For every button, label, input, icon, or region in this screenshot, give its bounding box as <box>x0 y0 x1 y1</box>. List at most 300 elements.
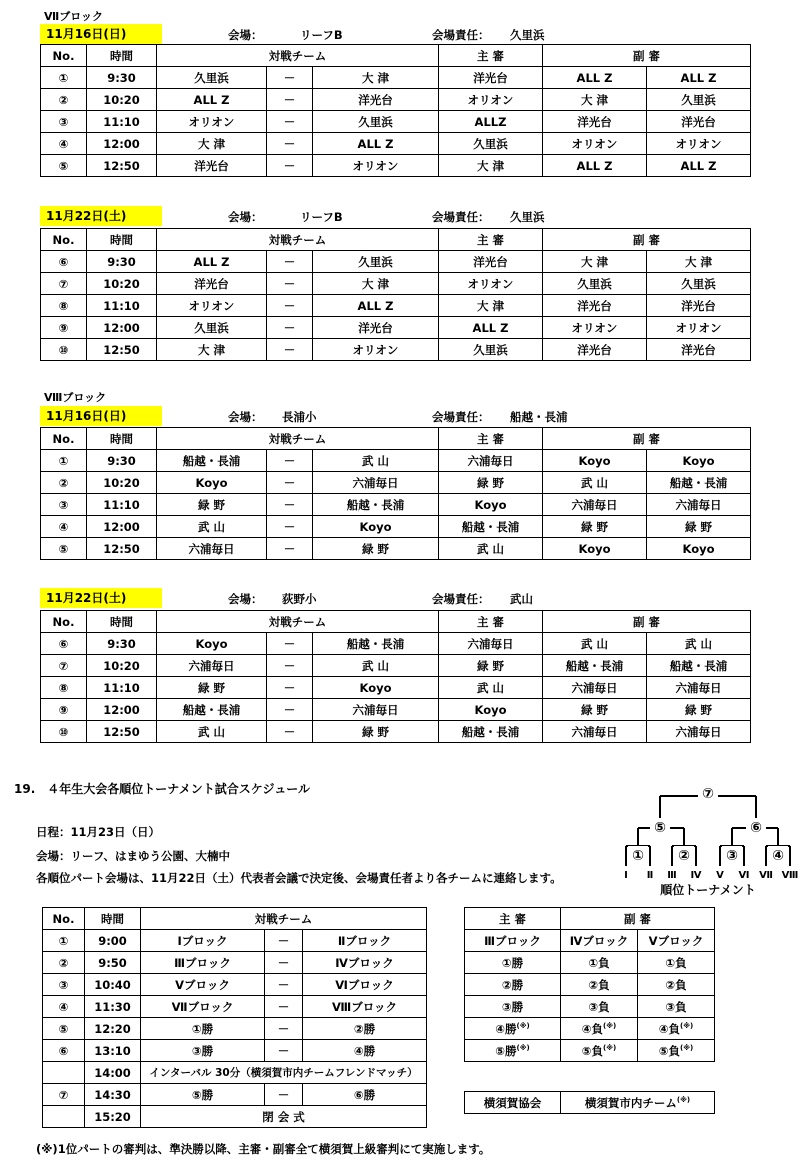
header-time: 時間 <box>87 611 157 633</box>
match-time: 13:10 <box>85 1040 141 1062</box>
table-row <box>43 952 427 974</box>
match-time: 12:00 <box>87 516 157 538</box>
team-b: 緑 野 <box>313 721 439 743</box>
team-b: 久里浜 <box>313 111 439 133</box>
note-line: 各順位パート会場は、11月22日（土）代表者会議で決定後、会場責任者より各チームに連絡します。 <box>36 871 562 885</box>
match-time: 12:20 <box>85 1018 141 1040</box>
sub-referee-2: 緑 野 <box>647 699 751 721</box>
referee: 緑 野 <box>439 655 543 677</box>
match-no: ② <box>43 952 85 974</box>
venue-responsible-value: 久里浜 <box>510 28 545 42</box>
table-row <box>41 339 751 361</box>
sub-referee-value: ④負 <box>581 1021 604 1036</box>
bracket-leaf: Ⅶ <box>759 870 773 881</box>
team-a: 洋光台 <box>157 155 267 177</box>
versus-dash: － <box>265 1018 303 1040</box>
table-row <box>41 494 751 516</box>
footnote-mark: (※) <box>676 1095 691 1104</box>
match-no: ⑤ <box>41 155 87 177</box>
bracket-semi: ⑤ <box>654 820 666 836</box>
versus-dash: － <box>267 450 313 472</box>
date-highlight: 11月16日(日) <box>40 406 162 426</box>
versus-dash: － <box>267 699 313 721</box>
match-no: ⑩ <box>41 339 87 361</box>
header-teams: 対戦チーム <box>157 611 439 633</box>
team-a: Ⅶブロック <box>141 996 265 1018</box>
match-time: 12:50 <box>87 538 157 560</box>
block-label: Ⅷブロック <box>44 391 107 404</box>
interval-text: インターバル 30分（横須賀市内チームフレンドマッチ） <box>141 1062 427 1084</box>
sub-referee-1: Koyo <box>543 538 647 560</box>
table-row <box>43 930 427 952</box>
team-a: ③勝 <box>141 1040 265 1062</box>
referee: Koyo <box>439 494 543 516</box>
versus-dash: － <box>265 996 303 1018</box>
venue-value: 長浦小 <box>282 410 317 424</box>
match-time: 10:20 <box>87 472 157 494</box>
versus-dash: － <box>267 721 313 743</box>
team-a: 緑 野 <box>157 677 267 699</box>
sub-referee-1: 船越・長浦 <box>543 655 647 677</box>
team-b: 六浦毎日 <box>313 699 439 721</box>
table-row <box>41 251 751 273</box>
sub-referee-2: 六浦毎日 <box>647 721 751 743</box>
closing-time: 15:20 <box>85 1106 141 1128</box>
referee: 洋光台 <box>439 67 543 89</box>
team-a: 六浦毎日 <box>157 655 267 677</box>
interval-row <box>43 1062 427 1084</box>
bracket-first-round: ④ <box>772 848 784 864</box>
versus-dash: － <box>267 339 313 361</box>
table-row <box>43 1040 427 1062</box>
sub-referee-2: 緑 野 <box>647 516 751 538</box>
sub-referee-2: 船越・長浦 <box>647 472 751 494</box>
match-time: 12:50 <box>87 339 157 361</box>
sub-referee-2: 武 山 <box>647 633 751 655</box>
referee: Koyo <box>439 699 543 721</box>
table-header-row <box>465 908 715 930</box>
sub-referee-1: ②負 <box>561 974 638 996</box>
bracket-first-round: ③ <box>726 848 738 864</box>
team-b: ⑥勝 <box>303 1084 427 1106</box>
team-a: 緑 野 <box>157 494 267 516</box>
team-b: 大 津 <box>313 273 439 295</box>
match-no: ② <box>41 89 87 111</box>
bracket-first-round: ② <box>678 848 690 864</box>
header-no: No. <box>41 428 87 450</box>
team-b: Ⅷブロック <box>303 996 427 1018</box>
team-a: 久里浜 <box>157 67 267 89</box>
sub-referee-2 <box>638 1040 715 1062</box>
versus-dash: － <box>267 655 313 677</box>
sub-referee-2: 洋光台 <box>647 339 751 361</box>
sub-referee-value: ④負 <box>658 1021 681 1036</box>
footnote-mark: (※) <box>680 1021 694 1030</box>
header-referee: 主 審 <box>439 229 543 251</box>
bracket-final: ⑦ <box>702 786 714 802</box>
bracket-leaf: Ⅲ <box>667 870 677 881</box>
sub-referee-2: ③負 <box>638 996 715 1018</box>
header-sub-referee: 副 審 <box>543 428 751 450</box>
venue-responsible-label: 会場責任： <box>432 592 490 606</box>
referee-value: ⑤勝 <box>495 1043 517 1058</box>
sub-referee-1 <box>561 1018 638 1040</box>
table-row <box>41 89 751 111</box>
referee: 船越・長浦 <box>439 516 543 538</box>
match-no: ⑤ <box>41 538 87 560</box>
team-b: ALL Z <box>313 133 439 155</box>
team-a: オリオン <box>157 295 267 317</box>
table-row <box>465 1092 715 1114</box>
table-row <box>41 155 751 177</box>
header-time: 時間 <box>87 45 157 67</box>
sub-referee-2: 六浦毎日 <box>647 494 751 516</box>
table-row <box>465 974 715 996</box>
sub-referee-1: 洋光台 <box>543 295 647 317</box>
match-no: ① <box>43 930 85 952</box>
header-no: No. <box>41 45 87 67</box>
match-time: 11:10 <box>87 295 157 317</box>
date-highlight: 11月22日(土) <box>40 206 162 226</box>
table-row <box>41 472 751 494</box>
team-b: ALL Z <box>313 295 439 317</box>
referee: ALLZ <box>439 111 543 133</box>
sub-referee-1: 六浦毎日 <box>543 677 647 699</box>
referee-value: ④勝 <box>495 1021 517 1036</box>
bracket-caption: 順位トーナメント <box>660 883 756 897</box>
table-row <box>465 996 715 1018</box>
versus-dash: － <box>267 251 313 273</box>
sub-referee-1: 武 山 <box>543 633 647 655</box>
venue-label: 会場： <box>228 410 263 424</box>
match-no: ⑦ <box>41 273 87 295</box>
sub-referee-1: 大 津 <box>543 89 647 111</box>
table-row <box>41 450 751 472</box>
venue-label: 会場： <box>228 592 263 606</box>
header-teams: 対戦チーム <box>157 45 439 67</box>
team-a: 大 津 <box>157 133 267 155</box>
team-b: Ⅱブロック <box>303 930 427 952</box>
versus-dash: － <box>267 633 313 655</box>
bracket-leaf: Ⅳ <box>690 870 702 881</box>
team-b: ②勝 <box>303 1018 427 1040</box>
team-b: Ⅳブロック <box>303 952 427 974</box>
match-no: ⑤ <box>43 1018 85 1040</box>
team-b: 船越・長浦 <box>313 494 439 516</box>
team-b: 武 山 <box>313 655 439 677</box>
venue-value: リーフB <box>300 28 343 42</box>
versus-dash: － <box>265 930 303 952</box>
sub-referee-1: Ⅳブロック <box>561 930 638 952</box>
header-time: 時間 <box>85 908 141 930</box>
versus-dash: － <box>265 952 303 974</box>
sub-referee-1: オリオン <box>543 133 647 155</box>
venue-label: 会場： <box>228 28 263 42</box>
final-sub-referee-value: 横須賀市内チーム <box>584 1095 677 1110</box>
referee: 六浦毎日 <box>439 633 543 655</box>
team-b: 緑 野 <box>313 538 439 560</box>
referee: 武 山 <box>439 538 543 560</box>
team-b: 久里浜 <box>313 251 439 273</box>
match-no: ⑦ <box>43 1084 85 1106</box>
referee: Ⅲブロック <box>465 930 561 952</box>
versus-dash: － <box>267 273 313 295</box>
footnote: (※)1位パートの審判は、準決勝以降、主審・副審全て横須賀上級審判にて実施します。 <box>36 1142 491 1156</box>
sub-referee-1 <box>561 1040 638 1062</box>
sub-referee-1: 六浦毎日 <box>543 721 647 743</box>
sub-referee-2: 船越・長浦 <box>647 655 751 677</box>
header-referee: 主 審 <box>465 908 561 930</box>
header-teams: 対戦チーム <box>157 428 439 450</box>
match-time: 12:00 <box>87 133 157 155</box>
team-b: 武 山 <box>313 450 439 472</box>
sub-referee-2: 久里浜 <box>647 89 751 111</box>
venue-label: 会場： <box>228 210 263 224</box>
team-a: ALL Z <box>157 251 267 273</box>
versus-dash: － <box>267 677 313 699</box>
referee: オリオン <box>439 89 543 111</box>
referee: 六浦毎日 <box>439 450 543 472</box>
header-sub-referee: 副 審 <box>561 908 715 930</box>
match-no: ④ <box>41 516 87 538</box>
team-a: オリオン <box>157 111 267 133</box>
venue-line: 会場：リーフ、はまゆう公園、大楠中 <box>36 849 231 863</box>
final-sub-referee <box>561 1092 715 1114</box>
interval-time: 14:00 <box>85 1062 141 1084</box>
match-time: 12:00 <box>87 699 157 721</box>
versus-dash: － <box>267 295 313 317</box>
team-b: Ⅵブロック <box>303 974 427 996</box>
team-a: 武 山 <box>157 516 267 538</box>
sub-referee-1: ALL Z <box>543 155 647 177</box>
team-a: ⑤勝 <box>141 1084 265 1106</box>
referee: 緑 野 <box>439 472 543 494</box>
empty-cell <box>43 1062 85 1084</box>
venue-value: 荻野小 <box>282 592 317 606</box>
sub-referee-value: ⑤負 <box>658 1043 681 1058</box>
team-b: Koyo <box>313 516 439 538</box>
sub-referee-2: 洋光台 <box>647 295 751 317</box>
team-a: Ⅰブロック <box>141 930 265 952</box>
table-row <box>41 295 751 317</box>
match-table <box>40 610 751 743</box>
match-time: 12:00 <box>87 317 157 339</box>
header-no: No. <box>41 611 87 633</box>
date-line: 日程：11月23日（日） <box>36 825 161 839</box>
referee <box>465 1040 561 1062</box>
match-time: 9:30 <box>87 633 157 655</box>
header-no: No. <box>41 229 87 251</box>
referee: 大 津 <box>439 155 543 177</box>
table-row <box>43 996 427 1018</box>
versus-dash: － <box>267 516 313 538</box>
match-time: 9:30 <box>87 450 157 472</box>
sub-referee-1: 久里浜 <box>543 273 647 295</box>
sub-referee-2: オリオン <box>647 317 751 339</box>
table-header-row <box>41 611 751 633</box>
table-row <box>43 974 427 996</box>
referee: 武 山 <box>439 677 543 699</box>
versus-dash: － <box>265 1084 303 1106</box>
team-b: オリオン <box>313 155 439 177</box>
sub-referee-2: Koyo <box>647 538 751 560</box>
tournament-referee-table <box>464 907 715 1062</box>
versus-dash: － <box>267 133 313 155</box>
match-time: 12:50 <box>87 155 157 177</box>
sub-referee-2: 大 津 <box>647 251 751 273</box>
team-a: 洋光台 <box>157 273 267 295</box>
table-header-row <box>43 908 427 930</box>
match-table <box>40 44 751 177</box>
table-header-row <box>41 229 751 251</box>
bracket-first-round: ① <box>632 848 644 864</box>
team-a: Koyo <box>157 633 267 655</box>
header-time: 時間 <box>87 428 157 450</box>
table-row <box>465 930 715 952</box>
table-row <box>41 538 751 560</box>
footnote-mark: (※) <box>516 1043 530 1052</box>
team-b: 六浦毎日 <box>313 472 439 494</box>
versus-dash: － <box>267 472 313 494</box>
table-row <box>43 1018 427 1040</box>
team-b: ④勝 <box>303 1040 427 1062</box>
sub-referee-2: ALL Z <box>647 155 751 177</box>
header-teams: 対戦チーム <box>157 229 439 251</box>
referee: ALL Z <box>439 317 543 339</box>
match-no: ② <box>41 472 87 494</box>
match-no: ⑥ <box>43 1040 85 1062</box>
sub-referee-1: ALL Z <box>543 67 647 89</box>
team-b: 洋光台 <box>313 317 439 339</box>
match-time: 10:20 <box>87 273 157 295</box>
match-time: 10:40 <box>85 974 141 996</box>
match-time: 12:50 <box>87 721 157 743</box>
final-referee-table <box>464 1091 715 1114</box>
table-row <box>41 273 751 295</box>
match-no: ③ <box>43 974 85 996</box>
venue-value: リーフB <box>300 210 343 224</box>
referee: ③勝 <box>465 996 561 1018</box>
referee: 大 津 <box>439 295 543 317</box>
tournament-schedule-table <box>42 907 427 1128</box>
sub-referee-1: 洋光台 <box>543 111 647 133</box>
versus-dash: － <box>267 494 313 516</box>
referee: 久里浜 <box>439 339 543 361</box>
sub-referee-2: ②負 <box>638 974 715 996</box>
referee: 洋光台 <box>439 251 543 273</box>
venue-responsible-value: 武山 <box>510 592 533 606</box>
match-no: ⑨ <box>41 317 87 339</box>
team-a: ALL Z <box>157 89 267 111</box>
referee: 船越・長浦 <box>439 721 543 743</box>
sub-referee-2 <box>638 1018 715 1040</box>
match-time: 14:30 <box>85 1084 141 1106</box>
bracket-leaf: Ⅱ <box>646 870 654 881</box>
table-row <box>41 721 751 743</box>
versus-dash: － <box>267 155 313 177</box>
table-row <box>41 677 751 699</box>
sub-referee-2: 洋光台 <box>647 111 751 133</box>
match-time: 9:00 <box>85 930 141 952</box>
sub-referee-1: ③負 <box>561 996 638 1018</box>
header-time: 時間 <box>87 229 157 251</box>
venue-responsible-label: 会場責任： <box>432 210 490 224</box>
header-referee: 主 審 <box>439 428 543 450</box>
header-teams: 対戦チーム <box>141 908 427 930</box>
footnote-mark: (※) <box>680 1043 694 1052</box>
team-a: ①勝 <box>141 1018 265 1040</box>
sub-referee-1: 武 山 <box>543 472 647 494</box>
team-a: 久里浜 <box>157 317 267 339</box>
header-sub-referee: 副 審 <box>543 45 751 67</box>
empty-cell <box>43 1106 85 1128</box>
referee: 久里浜 <box>439 133 543 155</box>
match-no: ④ <box>43 996 85 1018</box>
referee: ①勝 <box>465 952 561 974</box>
team-b: Koyo <box>313 677 439 699</box>
match-no: ⑨ <box>41 699 87 721</box>
bracket-leaf: Ⅵ <box>738 870 750 881</box>
match-time: 9:50 <box>85 952 141 974</box>
venue-responsible-value: 久里浜 <box>510 210 545 224</box>
sub-referee-1: Koyo <box>543 450 647 472</box>
table-row <box>41 633 751 655</box>
match-no: ④ <box>41 133 87 155</box>
header-sub-referee: 副 審 <box>543 229 751 251</box>
footnote-mark: (※) <box>516 1021 530 1030</box>
sub-referee-1: 六浦毎日 <box>543 494 647 516</box>
table-row <box>41 655 751 677</box>
match-no: ⑥ <box>41 633 87 655</box>
sub-referee-2: Koyo <box>647 450 751 472</box>
versus-dash: － <box>267 317 313 339</box>
sub-referee-2: Ⅴブロック <box>638 930 715 952</box>
versus-dash: － <box>267 67 313 89</box>
date-highlight: 11月22日(土) <box>40 588 162 608</box>
match-no: ① <box>41 67 87 89</box>
referee: オリオン <box>439 273 543 295</box>
closing-row <box>43 1106 427 1128</box>
match-no: ③ <box>41 111 87 133</box>
section-title: 19. ４年生大会各順位トーナメント試合スケジュール <box>14 782 311 796</box>
team-a: 武 山 <box>157 721 267 743</box>
team-a: 大 津 <box>157 339 267 361</box>
team-b: オリオン <box>313 339 439 361</box>
table-row <box>465 952 715 974</box>
match-no: ⑩ <box>41 721 87 743</box>
versus-dash: － <box>265 974 303 996</box>
table-row <box>41 699 751 721</box>
table-row <box>41 516 751 538</box>
team-a: Koyo <box>157 472 267 494</box>
versus-dash: － <box>265 1040 303 1062</box>
bracket-leaf: Ⅰ <box>624 870 628 881</box>
tournament-bracket <box>610 782 800 900</box>
sub-referee-2: ①負 <box>638 952 715 974</box>
match-time: 11:10 <box>87 494 157 516</box>
referee: ②勝 <box>465 974 561 996</box>
table-row <box>465 1018 715 1040</box>
table-header-row <box>41 428 751 450</box>
table-row <box>41 133 751 155</box>
team-a: 船越・長浦 <box>157 699 267 721</box>
bracket-semi: ⑥ <box>750 820 762 836</box>
bracket-leaf: Ⅴ <box>716 870 724 881</box>
footnote-mark: (※) <box>603 1021 617 1030</box>
team-a: Ⅴブロック <box>141 974 265 996</box>
closing-text: 閉 会 式 <box>141 1106 427 1128</box>
match-time: 10:20 <box>87 89 157 111</box>
